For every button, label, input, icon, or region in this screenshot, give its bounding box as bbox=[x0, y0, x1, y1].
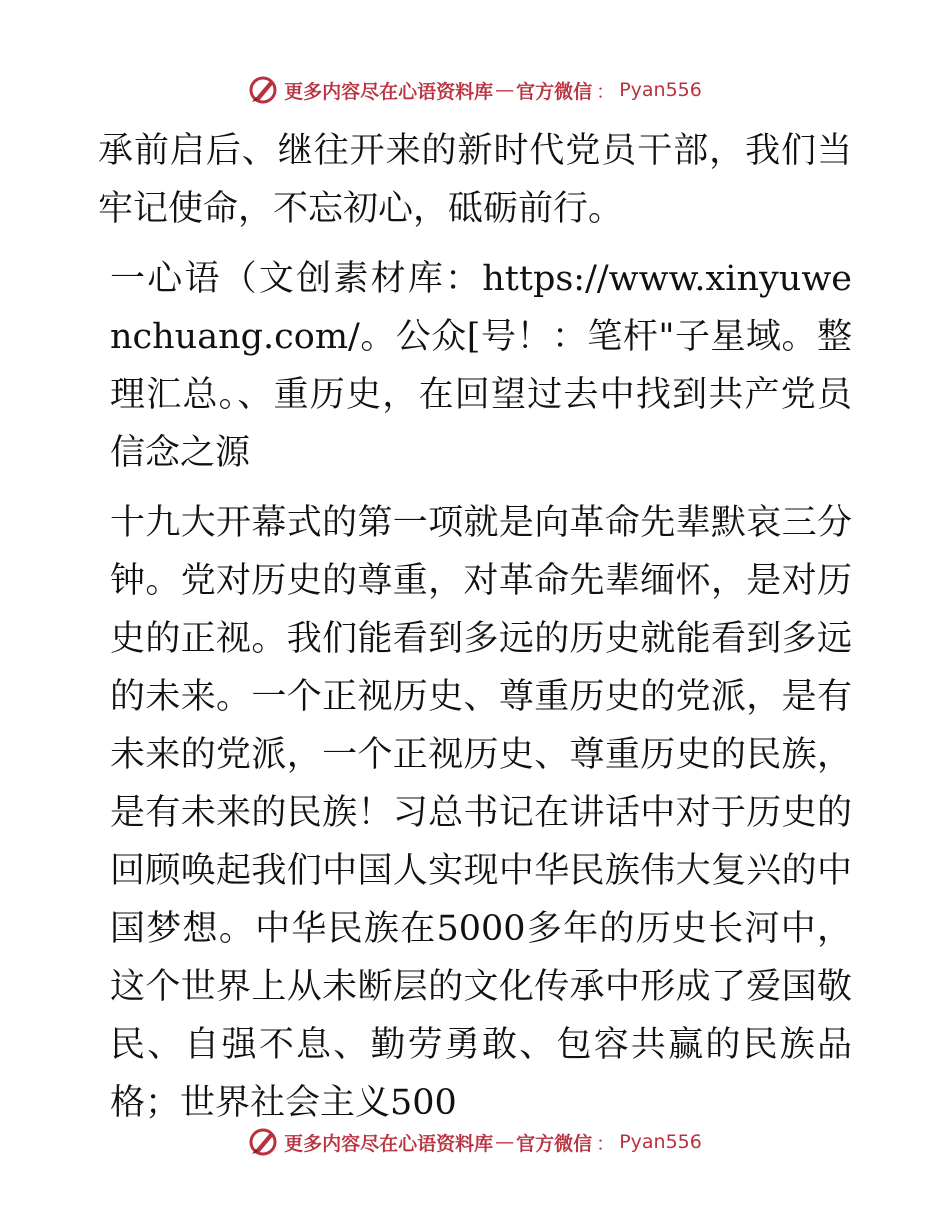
quill-pen-logo-icon bbox=[248, 75, 278, 105]
paragraph-1: 承前启后、继往开来的新时代党员干部，我们当牢记使命，不忘初心，砥砺前行。 bbox=[98, 131, 852, 229]
banner-wechat-id: Pyan556 bbox=[619, 1131, 702, 1153]
document-body bbox=[98, 122, 852, 1132]
banner-wechat-label: 官方微信 bbox=[516, 80, 593, 103]
banner-colon: ： bbox=[596, 1132, 616, 1155]
quill-pen-logo-icon bbox=[248, 1127, 278, 1157]
banner-wechat-id: Pyan556 bbox=[619, 79, 702, 101]
paragraph-2: 一心语（文创素材库：https://www.xinyuwenchuang.com/。公众[号！：笔杆"子星域。整理汇总。、重历史，在回望过去中找到共产党员信念之源 bbox=[110, 259, 852, 473]
banner-site-text: 更多内容尽在心语资料库 bbox=[284, 1132, 494, 1155]
banner-site-text: 更多内容尽在心语资料库 bbox=[284, 80, 494, 103]
banner-colon: ： bbox=[596, 80, 616, 103]
banner-dash: — bbox=[495, 79, 515, 101]
paragraph-3: 十九大开幕式的第一项就是向革命先辈默哀三分钟。党对历史的尊重，对革命先辈缅怀，是对历史的正视。我们能看到多远的历史就能看到多远的未来。一个正视历史、尊重历史的党派，是有未来的党派，一个正视历史、尊重历史的民族，是有未来的民族！习总书记在讲话中对于历史的回顾唤起我们中国人实现中华民族伟大复兴的中国梦想。中华民族在5000多年的历史长河中，这个世界上从未断层的文化传承中形成了爱国敬民、自强不息、勤劳勇敢、包容共赢的民族品格；世界社会主义500 bbox=[110, 503, 852, 1123]
footer-banner bbox=[0, 1122, 950, 1162]
header-banner bbox=[0, 70, 950, 110]
banner-wechat-label: 官方微信 bbox=[516, 1132, 593, 1155]
banner-dash: — bbox=[495, 1131, 515, 1153]
